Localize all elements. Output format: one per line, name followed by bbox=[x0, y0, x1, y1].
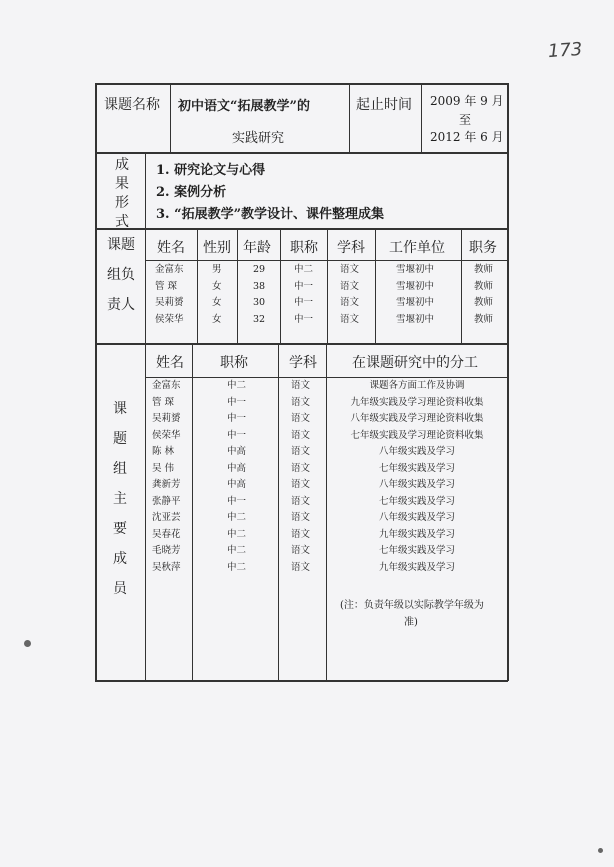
member-duty: 七年级实践及学习理论资料收集 bbox=[350, 429, 484, 441]
member-name: 毛晓芳 bbox=[152, 545, 181, 556]
leader-units: 雪堰初中 雪堰初中 雪堰初中 雪堰初中 bbox=[396, 264, 435, 325]
topic-title-line2: 实践研究 bbox=[232, 131, 285, 146]
member-name: 沈亚芸 bbox=[152, 512, 181, 523]
result-item: 2. 案例分析 bbox=[156, 185, 227, 200]
col-header-gender: 性别 bbox=[203, 240, 231, 256]
member-subjects: 语文 语文 语文 语文 语文 语文 语文 语文 语文 语文 语文 语文 bbox=[291, 380, 311, 573]
member-col-header-subject: 学科 bbox=[289, 355, 317, 371]
member-col-header-name: 姓名 bbox=[156, 355, 184, 371]
results-label: 成 果 形 式 bbox=[115, 157, 129, 230]
member-name: 侯荣华 bbox=[152, 429, 181, 441]
member-name: 张静平 bbox=[152, 495, 181, 507]
member-name: 管 琛 bbox=[152, 396, 175, 408]
page-number: 173 bbox=[547, 38, 584, 63]
topic-label: 课题名称 bbox=[104, 97, 160, 113]
member-names bbox=[152, 378, 181, 576]
leader-name: 金富东 bbox=[155, 264, 184, 275]
col-header-unit: 工作单位 bbox=[389, 240, 445, 256]
leader-subjects: 语文 语文 语文 语文 bbox=[340, 264, 360, 325]
member-note-line1: (注：负责年级以实际教学年级为 bbox=[340, 600, 484, 611]
result-item: 3. “拓展教学”教学设计、课件整理成集 bbox=[156, 207, 385, 222]
result-item: 1. 研究论文与心得 bbox=[156, 163, 266, 178]
member-name: 金富东 bbox=[152, 380, 181, 391]
member-duty: 七年级实践及学习 bbox=[378, 545, 455, 556]
member-name: 吴春花 bbox=[152, 528, 181, 540]
member-name: 吴莉赟 bbox=[152, 413, 181, 424]
leader-titles: 中二 中一 中一 中一 bbox=[294, 264, 314, 325]
col-header-name: 姓名 bbox=[157, 240, 185, 256]
member-duty: 九年级实践及学习 bbox=[378, 528, 455, 540]
member-name: 陈 林 bbox=[152, 446, 175, 457]
topic-title-line1: 初中语文“拓展教学”的 bbox=[178, 99, 310, 114]
period-start: 2009 年 9 月 bbox=[430, 94, 504, 108]
member-duty: 八年级实践及学习 bbox=[378, 479, 455, 490]
leader-name: 吴莉赟 bbox=[155, 297, 184, 308]
member-duty: 九年级实践及学习 bbox=[378, 561, 455, 573]
member-name: 吴秋萍 bbox=[152, 561, 181, 573]
members-label: 课 题 组 主 要 成 员 bbox=[113, 401, 127, 597]
leader-name: 管 琛 bbox=[155, 280, 178, 292]
member-note-line2: 准) bbox=[404, 617, 418, 628]
member-col-header-title: 职称 bbox=[220, 355, 248, 371]
col-header-subject: 学科 bbox=[337, 240, 365, 256]
period-to: 至 bbox=[459, 113, 472, 127]
leader-names bbox=[155, 262, 184, 328]
member-name: 龚新芳 bbox=[152, 479, 181, 490]
member-duty: 八年级实践及学习 bbox=[378, 446, 455, 457]
member-duty: 九年级实践及学习理论资料收集 bbox=[350, 396, 484, 408]
member-duty: 八年级实践及学习理论资料收集 bbox=[350, 413, 484, 424]
member-name: 吴 伟 bbox=[152, 462, 175, 474]
member-duty: 八年级实践及学习 bbox=[378, 512, 455, 523]
member-duty: 七年级实践及学习 bbox=[378, 462, 455, 474]
col-header-position: 职务 bbox=[469, 240, 497, 256]
member-duties bbox=[327, 378, 507, 576]
period-end: 2012 年 6 月 bbox=[430, 130, 504, 144]
leader-ages: 29 38 30 32 bbox=[253, 264, 266, 325]
member-duty: 课题各方面工作及协调 bbox=[369, 380, 465, 391]
member-duty: 七年级实践及学习 bbox=[378, 495, 455, 507]
period-label: 起止时间 bbox=[356, 97, 412, 113]
leader-genders: 男 女 女 女 bbox=[212, 264, 222, 325]
member-titles: 中二 中一 中一 中一 中高 中高 中高 中一 中二 中二 中二 中二 bbox=[227, 380, 247, 573]
col-header-title: 职称 bbox=[290, 240, 318, 256]
leader-positions: 教师 教师 教师 教师 bbox=[474, 264, 494, 325]
col-header-age: 年龄 bbox=[243, 240, 271, 256]
member-col-header-duty: 在课题研究中的分工 bbox=[352, 355, 478, 371]
leaders-label: 课题 组负 责人 bbox=[107, 237, 135, 313]
leader-name: 侯荣华 bbox=[155, 313, 184, 325]
